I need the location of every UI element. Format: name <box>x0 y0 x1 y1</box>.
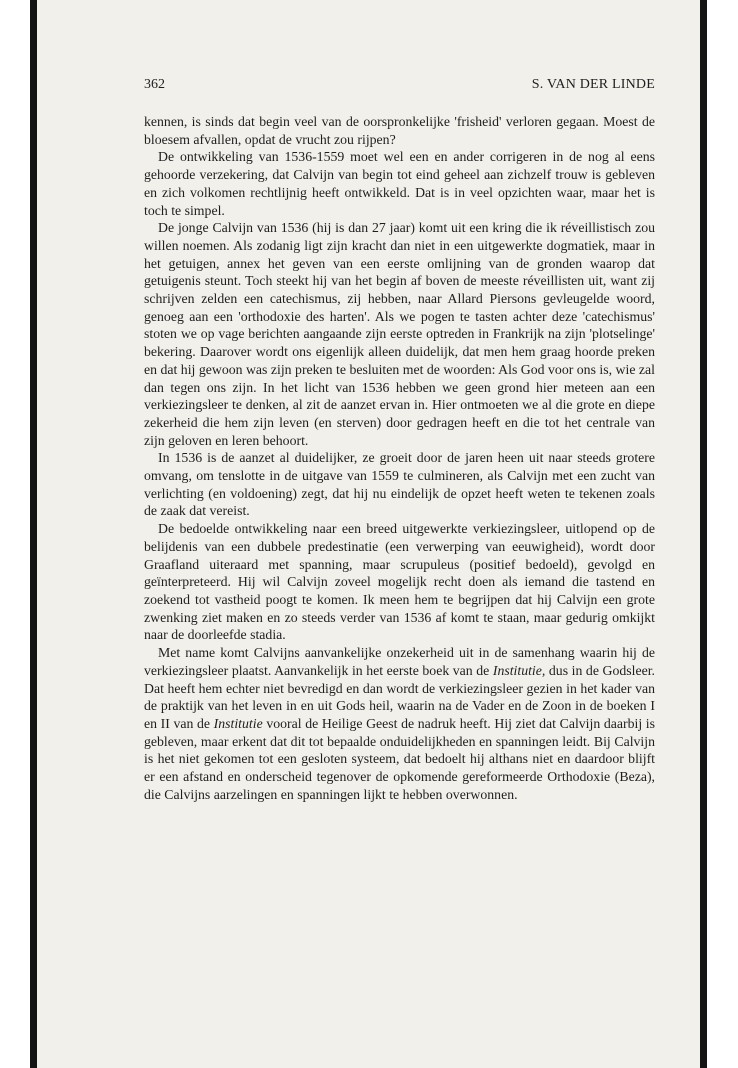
paragraph: kennen, is sinds dat begin veel van de oorspronkelijke 'frisheid' verloren gegaan. Moest de bloesem afvallen, opdat de vrucht zou rijpen? <box>144 114 655 147</box>
paragraph: In 1536 is de aanzet al duidelijker, ze groeit door de jaren heen uit naar steeds grotere omvang, om tenslotte in de uitgave van 1559 te culmineren, als Calvijn met een zucht van verlichting (en voldoening) zegt, dat hij nu eindelijk de opzet heeft weten te tekenen zoals de zaak dat vereist. <box>144 450 655 519</box>
page-header <box>144 77 655 95</box>
body-text <box>144 113 655 803</box>
paragraph-text: dus in de Godsleer. Dat heeft hem echter niet bevredigd en dan wordt de verkiezingsleer gezien in het kader van de praktijk van het leven in en uit Gods heil, waarin na de Vader en de Zoon in de boeken I en II van de <box>144 662 655 731</box>
running-head: S. VAN DER LINDE <box>531 77 655 92</box>
scan-edge-left <box>30 0 37 1068</box>
book-title-italic: Institutie, <box>492 662 546 678</box>
scan-edge-right <box>700 0 707 1068</box>
paragraph-text: Met name komt Calvijns aanvankelijke onzekerheid uit in de samenhang waarin hij de verkiezingsleer plaatst. Aanvankelijk in het eerste boek van de <box>144 645 655 678</box>
paragraph <box>144 644 655 803</box>
page-number: 362 <box>144 77 165 92</box>
paragraph: De jonge Calvijn van 1536 (hij is dan 27 jaar) komt uit een kring die ik réveillistisch zou willen noemen. Als zodanig ligt zijn kracht dan niet in een uitgewerkte dogmatiek, maar in het getuigen, annex het geven van een eerste omlijning van de gronden waarop dat getuigenis steunt. Toch steekt hij van het begin af boven de meeste réveillisten uit, want zij schrijven zelden een catechismus, zij hebben, naar Allard Piersons gevleugelde woord, genoeg aan een 'orthodoxie des harten'. Als we pogen te tasten achter deze 'catechismus' stoten we op vage berichten aangaande zijn eerste optreden in Frankrijk na zijn 'plotselinge' bekering. Daarover wordt ons eigenlijk alleen duidelijk, dat men hem graag hoorde preken en dat hij gewoon was zijn preken te besluiten met de woorden: Als God voor ons is, wie zal dan tegen ons zijn. In het licht van 1536 hebben we geen grond hier meteen aan een verkiezingsleer te denken, al zit de aanzet ervan in. Hier ontmoeten we al die grote en diepe zekerheid die hem zijn leven (en sterven) door gedragen heeft en die tot het centrale van zijn geloven en leren behoort. <box>144 220 655 448</box>
paragraph-text: vooral de Heilige Geest de nadruk heeft. Hij ziet dat Calvijn daarbij is gebleven, maar erkent dat dit tot bepaalde onduidelijkheden en spanningen leidt. Bij Calvijn is het niet gekomen tot een gesloten systeem, dat bedoelt hij althans niet en daardoor blijft er een afstand en onderscheid tegenover de opkomende gereformeerde Orthodoxie (Beza), die Calvijns aarzelingen en spanningen lijkt te hebben overwonnen. <box>144 715 655 802</box>
paragraph: De bedoelde ontwikkeling naar een breed uitgewerkte verkiezingsleer, uitlopend op de belijdenis van een dubbele predestinatie (een verwerping van eeuwigheid), wordt door Graafland uiteraard met spanning, maar scrupuleus (positief bedoeld), gevolgd en geïnterpreteerd. Hij wil Calvijn zoveel mogelijk recht doen als iemand die tastend en zoekend tot vastheid poogt te komen. Ik meen hem te begrijpen dat hij Calvijn een grote zwenking ziet maken en zo steeds verder van 1536 af komt te staan, maar gedurig omkijkt naar de doorleefde stadia. <box>144 521 655 643</box>
book-title-italic: Institutie <box>213 715 263 731</box>
paragraph: De ontwikkeling van 1536-1559 moet wel een en ander corrigeren in de nog al eens gehoorde verzekering, dat Calvijn van begin tot eind geheel aan zichzelf trouw is gebleven en zich volkomen rechtlijnig heeft ontwikkeld. Dat is in veel opzichten waar, maar het is toch te simpel. <box>144 149 655 218</box>
